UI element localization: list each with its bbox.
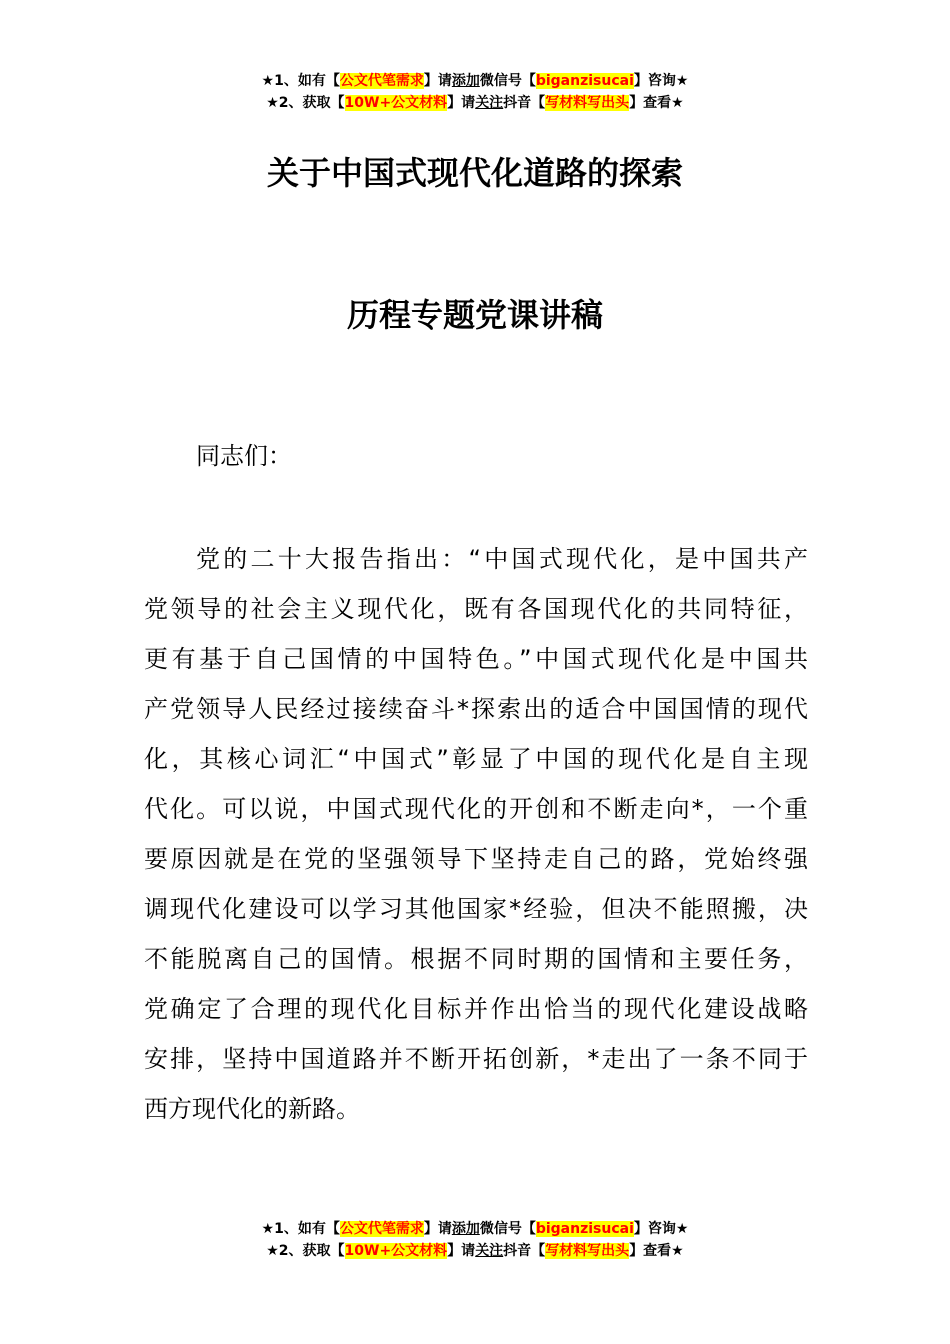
paragraph-line: 要原因就是在党的坚强领导下坚持走自己的路，党始终强	[144, 845, 808, 873]
banner-text: 抖音【	[503, 95, 546, 111]
banner-text: 】请	[423, 73, 452, 89]
highlight-service: 公文代笔需求	[339, 73, 424, 89]
body-paragraph	[144, 534, 808, 1134]
banner-text: 微信号【	[479, 73, 536, 89]
banner-text: 】咨询★	[633, 73, 689, 89]
banner-text: ★1、如有【	[261, 73, 340, 89]
highlight-materials: 10W+公文材料	[344, 1243, 448, 1259]
banner-text: 】请	[423, 1221, 452, 1237]
banner-text: 】请	[447, 1243, 476, 1259]
banner-text: ★2、获取【	[266, 95, 345, 111]
banner-text: 抖音【	[503, 1243, 546, 1259]
highlight-douyin-account: 写材料写出头	[545, 95, 630, 111]
greeting: 同志们：	[196, 442, 292, 470]
underlined-word: 添加	[451, 73, 480, 89]
banner-text: ★1、如有【	[261, 1221, 340, 1237]
highlight-wechat-id: biganzisucai	[535, 73, 634, 89]
banner-text: 】请	[447, 95, 476, 111]
paragraph-line: 产党领导人民经过接续奋斗*探索出的适合中国国情的现代	[144, 695, 808, 723]
paragraph-line: 更有基于自己国情的中国特色。”中国式现代化是中国共	[144, 645, 808, 673]
paragraph-line: 党的二十大报告指出：“中国式现代化，是中国共产	[196, 545, 808, 573]
highlight-service: 公文代笔需求	[339, 1221, 424, 1237]
header-banner	[0, 70, 950, 114]
paragraph-line: 代化。可以说，中国式现代化的开创和不断走向*，一个重	[144, 795, 808, 823]
banner-line-2	[0, 92, 950, 114]
banner-line-1	[0, 70, 950, 92]
paragraph-line: 不能脱离自己的国情。根据不同时期的国情和主要任务，	[144, 945, 808, 973]
paragraph-line: 西方现代化的新路。	[144, 1095, 360, 1123]
banner-line-1	[0, 1218, 950, 1240]
banner-text: 】查看★	[629, 1243, 684, 1259]
banner-text: 】咨询★	[633, 1221, 689, 1237]
underlined-word: 关注	[475, 95, 504, 111]
underlined-word: 关注	[475, 1243, 504, 1259]
highlight-wechat-id: biganzisucai	[535, 1221, 634, 1237]
banner-text: 】查看★	[629, 95, 684, 111]
banner-text: ★2、获取【	[266, 1243, 345, 1259]
highlight-douyin-account: 写材料写出头	[545, 1243, 630, 1259]
paragraph-line: 化，其核心词汇“中国式”彰显了中国的现代化是自主现	[144, 745, 808, 773]
paragraph-line: 调现代化建设可以学习其他国家*经验，但决不能照搬，决	[144, 895, 808, 923]
banner-text: 微信号【	[479, 1221, 536, 1237]
document-title-line-2: 历程专题党课讲稿	[346, 296, 603, 334]
document-title-line-1: 关于中国式现代化道路的探索	[266, 154, 683, 192]
paragraph-line: 安排，坚持中国道路并不断开拓创新，*走出了一条不同于	[144, 1045, 808, 1073]
footer-banner	[0, 1218, 950, 1262]
highlight-materials: 10W+公文材料	[344, 95, 448, 111]
paragraph-line: 党领导的社会主义现代化，既有各国现代化的共同特征，	[144, 595, 808, 623]
banner-line-2	[0, 1240, 950, 1262]
paragraph-line: 党确定了合理的现代化目标并作出恰当的现代化建设战略	[144, 995, 808, 1023]
underlined-word: 添加	[451, 1221, 480, 1237]
